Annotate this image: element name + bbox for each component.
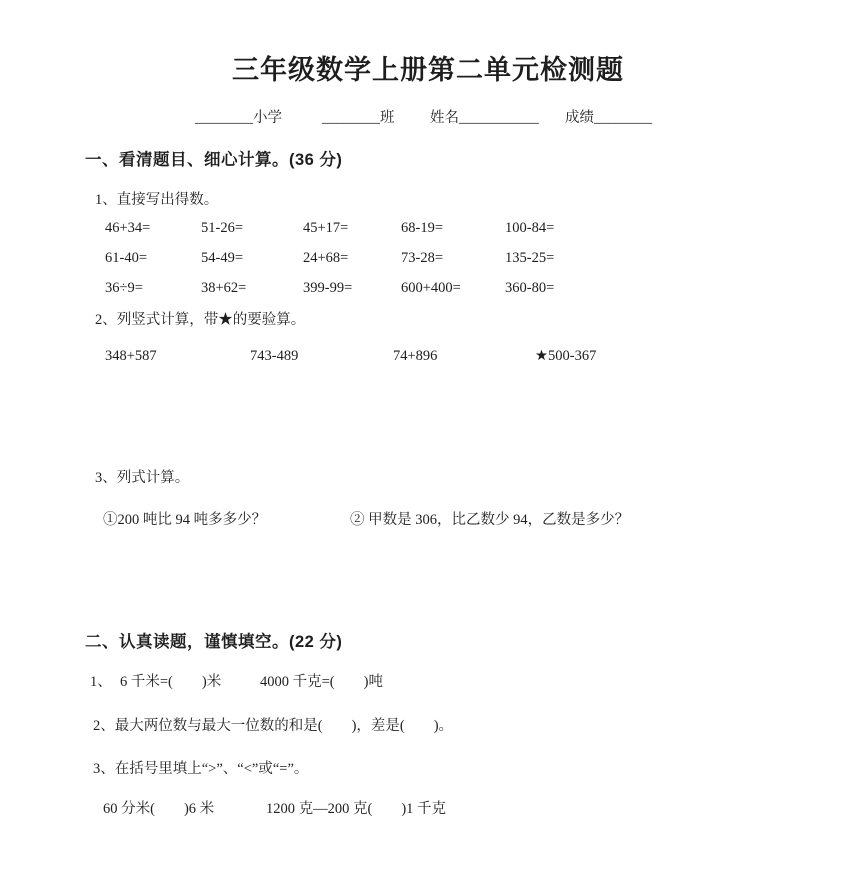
word-problem-1: ①200 吨比 94 吨多多少？ — [103, 512, 267, 528]
section1-q3-label: 3、列式计算。 — [95, 470, 190, 486]
name-blank: 姓名___________ — [430, 110, 539, 126]
math-expression: 135-25= — [505, 250, 555, 266]
compare-item-2: 1200 克—200 克( )1 千克 — [266, 801, 447, 817]
column-calc-problem: 348+587 — [105, 348, 157, 364]
math-expression: 46+34= — [105, 220, 151, 236]
section2-q3-label: 3、在括号里填上“>”、“<”或“=”。 — [93, 761, 309, 777]
math-expression: 45+17= — [303, 220, 349, 236]
mental-math-grid — [105, 220, 685, 297]
column-calc-problem: 74+896 — [393, 348, 438, 364]
math-expression: 399-99= — [303, 280, 353, 296]
math-expression: 73-28= — [401, 250, 444, 266]
column-calc-problem: 743-489 — [250, 348, 299, 364]
section1-q2-label: 2、列竖式计算，带★的要验算。 — [95, 312, 306, 328]
math-expression: 54-49= — [201, 250, 244, 266]
class-blank: ________班 — [322, 110, 395, 126]
math-expression: 38+62= — [201, 280, 247, 296]
math-expression: 24+68= — [303, 250, 349, 266]
word-problem-2: ② 甲数是 306，比乙数少 94，乙数是多少？ — [350, 512, 630, 528]
math-expression: 61-40= — [105, 250, 148, 266]
math-expression: 100-84= — [505, 220, 555, 236]
compare-item-1: 60 分米( )6 米 — [103, 801, 215, 817]
math-expression: 51-26= — [201, 220, 244, 236]
math-expression: 68-19= — [401, 220, 444, 236]
section2-heading: 二、认真读题，谨慎填空。(22 分) — [85, 633, 343, 651]
math-expression: 36÷9= — [105, 280, 143, 296]
unit-conversion-1: 6 千米=( )米 — [120, 674, 222, 690]
math-expression: 600+400= — [401, 280, 461, 296]
school-blank: ________小学 — [195, 110, 282, 126]
score-blank: 成绩________ — [565, 110, 652, 126]
section2-q2: 2、最大两位数与最大一位数的和是( )，差是( )。 — [93, 718, 454, 734]
column-calc-problem-starred: ★500-367 — [535, 348, 597, 364]
section2-q1-num: 1、 — [90, 674, 112, 690]
page-title: 三年级数学上册第二单元检测题 — [232, 55, 624, 85]
section1-q1-label: 1、直接写出得数。 — [95, 192, 219, 208]
unit-conversion-2: 4000 千克=( )吨 — [260, 674, 383, 690]
math-expression: 360-80= — [505, 280, 555, 296]
section1-heading: 一、看清题目、细心计算。(36 分) — [85, 151, 343, 169]
